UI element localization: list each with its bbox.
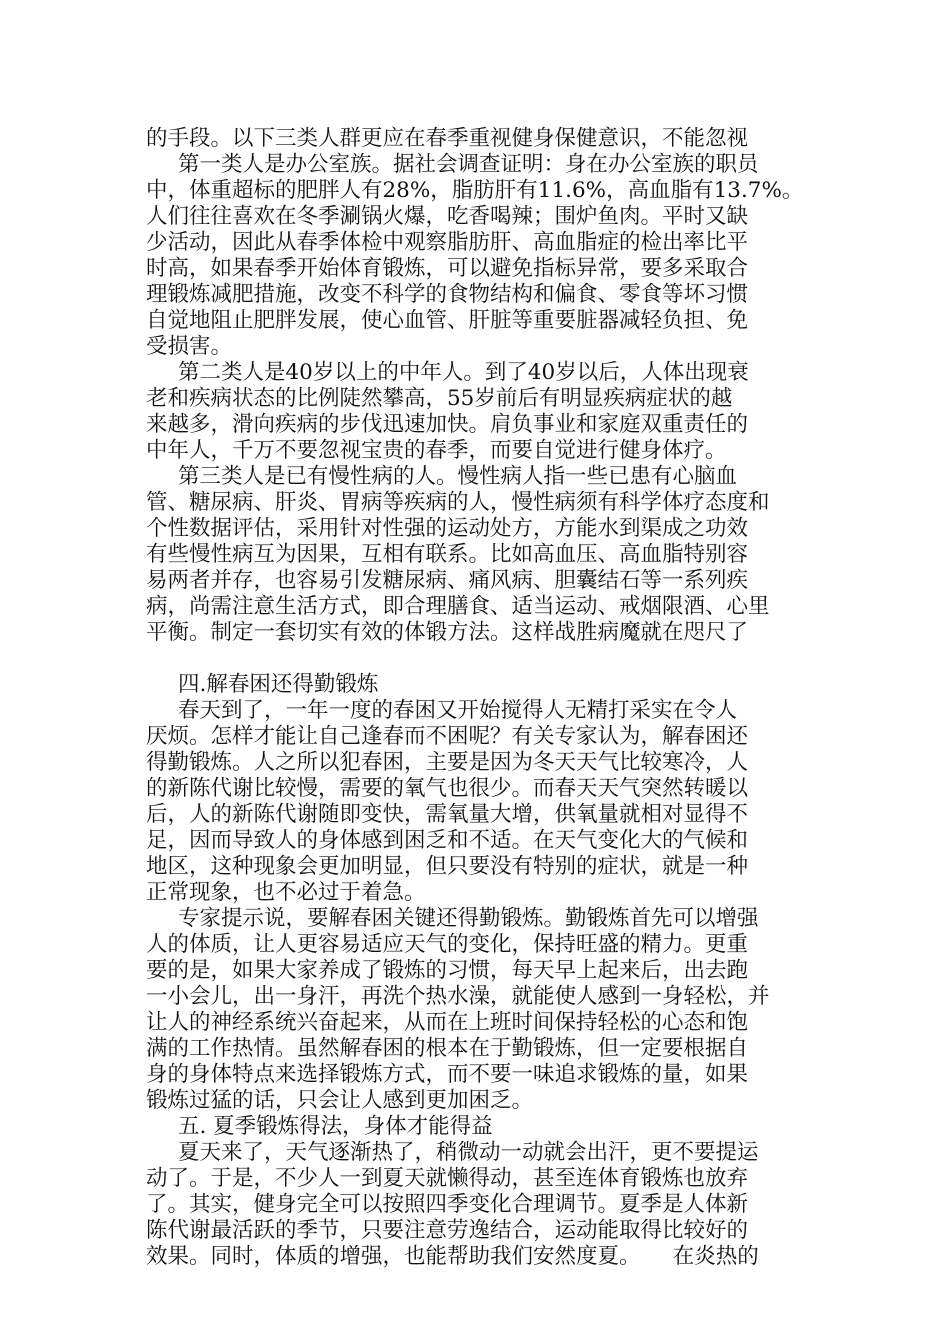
- text-line: 陈代谢最活跃的季节，只要注意劳逸结合，运动能取得比较好的: [146, 1218, 749, 1243]
- text-line: 时高，如果春季开始体育锻炼，可以避免指标异常，要多采取合: [146, 256, 749, 281]
- text-line: 病，尚需注意生活方式，即合理膳食、适当运动、戒烟限酒、心里: [146, 594, 770, 619]
- text-line: 地区，这种现象会更加明显，但只要没有特别的症状，就是一种: [146, 854, 749, 879]
- text-line: 让人的神经系统兴奋起来，从而在上班时间保持轻松的心态和饱: [146, 1010, 749, 1035]
- text-line: 易两者并存，也容易引发糖尿病、痛风病、胆囊结石等一系列疾: [146, 568, 749, 593]
- text-line: 一小会儿，出一身汗，再洗个热水澡，就能使人感到一身轻松，并: [146, 984, 770, 1009]
- text-line: 得勤锻炼。人之所以犯春困，主要是因为冬天天气比较寒冷，人: [146, 750, 749, 775]
- text-line: 自觉地阻止肥胖发展，使心血管、肝脏等重要脏器减轻负担、免: [146, 308, 749, 333]
- text-line: 春天到了，一年一度的春困又开始搅得人无精打采实在令人: [178, 698, 738, 723]
- text-line: 老和疾病状态的比例陡然攀高，55岁前后有明显疾病症状的越: [146, 386, 733, 411]
- text-line: 有些慢性病互为因果，互相有联系。比如高血压、高血脂特别容: [146, 542, 749, 567]
- text-line: 第一类人是办公室族。据社会调查证明：身在办公室族的职员: [178, 152, 759, 177]
- section-heading: 四.解春困还得勤锻炼: [178, 672, 379, 697]
- text-line: 足，因而导致人的身体感到困乏和不适。在天气变化大的气候和: [146, 828, 749, 853]
- text-line: 的新陈代谢比较慢，需要的氧气也很少。而春天天气突然转暖以: [146, 776, 749, 801]
- text-line: 来越多，滑向疾病的步伐迅速加快。肩负事业和家庭双重责任的: [146, 412, 749, 437]
- text-line: 受损害。: [146, 334, 233, 359]
- text-line: 了。其实，健身完全可以按照四季变化合理调节。夏季是人体新: [146, 1192, 749, 1217]
- text-line: 锻炼过猛的话，只会让人感到更加困乏。: [146, 1088, 534, 1113]
- text-line: 人们往往喜欢在冬季涮锅火爆，吃香喝辣；围炉鱼肉。平时又缺: [146, 204, 749, 229]
- section-heading: 五. 夏季锻炼得法，身体才能得益: [178, 1114, 493, 1139]
- text-line: 效果。同时，体质的增强，也能帮助我们安然度夏。 在炎热的: [146, 1244, 759, 1269]
- text-line: 要的是，如果大家养成了锻炼的习惯，每天早上起来后，出去跑: [146, 958, 749, 983]
- text-line: 满的工作热情。虽然解春困的根本在于勤锻炼，但一定要根据自: [146, 1036, 749, 1061]
- text-line: 后，人的新陈代谢随即变快，需氧量大增，供氧量就相对显得不: [146, 802, 749, 827]
- text-line: 的手段。以下三类人群更应在春季重视健身保健意识，不能忽视: [146, 126, 749, 151]
- text-line: 正常现象，也不必过于着急。: [146, 880, 426, 905]
- text-line: 中年人，千万不要忽视宝贵的春季，而要自觉进行健身体疗。: [146, 438, 727, 463]
- text-line: 少活动，因此从春季体检中观察脂肪肝、高血脂症的检出率比平: [146, 230, 749, 255]
- text-line: 第二类人是40岁以上的中年人。到了40岁以后，人体出现衰: [178, 360, 749, 385]
- text-line: 专家提示说，要解春困关键还得勤锻炼。勤锻炼首先可以增强: [178, 906, 759, 931]
- text-line: 动了。于是，不少人一到夏天就懒得动，甚至连体育锻炼也放弃: [146, 1166, 749, 1191]
- text-line: 第三类人是已有慢性病的人。慢性病人指一些已患有心脑血: [178, 464, 738, 489]
- text-line: 理锻炼减肥措施，改变不科学的食物结构和偏食、零食等坏习惯: [146, 282, 749, 307]
- text-line: 厌烦。怎样才能让自己逢春而不困呢？有关专家认为，解春困还: [146, 724, 749, 749]
- text-line: 管、糖尿病、肝炎、胃病等疾病的人，慢性病须有科学体疗态度和: [146, 490, 770, 515]
- text-line: 夏天来了，天气逐渐热了，稍微动一动就会出汗，更不要提运: [178, 1140, 759, 1165]
- text-line: 个性数据评估，采用针对性强的运动处方，方能水到渠成之功效: [146, 516, 749, 541]
- text-line: 平衡。制定一套切实有效的体锻方法。这样战胜病魔就在咫尺了: [146, 620, 749, 645]
- text-line: 身的身体特点来选择锻炼方式，而不要一味追求锻炼的量，如果: [146, 1062, 749, 1087]
- text-line: 人的体质，让人更容易适应天气的变化，保持旺盛的精力。更重: [146, 932, 749, 957]
- text-line: 中，体重超标的肥胖人有28%，脂肪肝有11.6%，高血脂有13.7%。: [146, 178, 804, 203]
